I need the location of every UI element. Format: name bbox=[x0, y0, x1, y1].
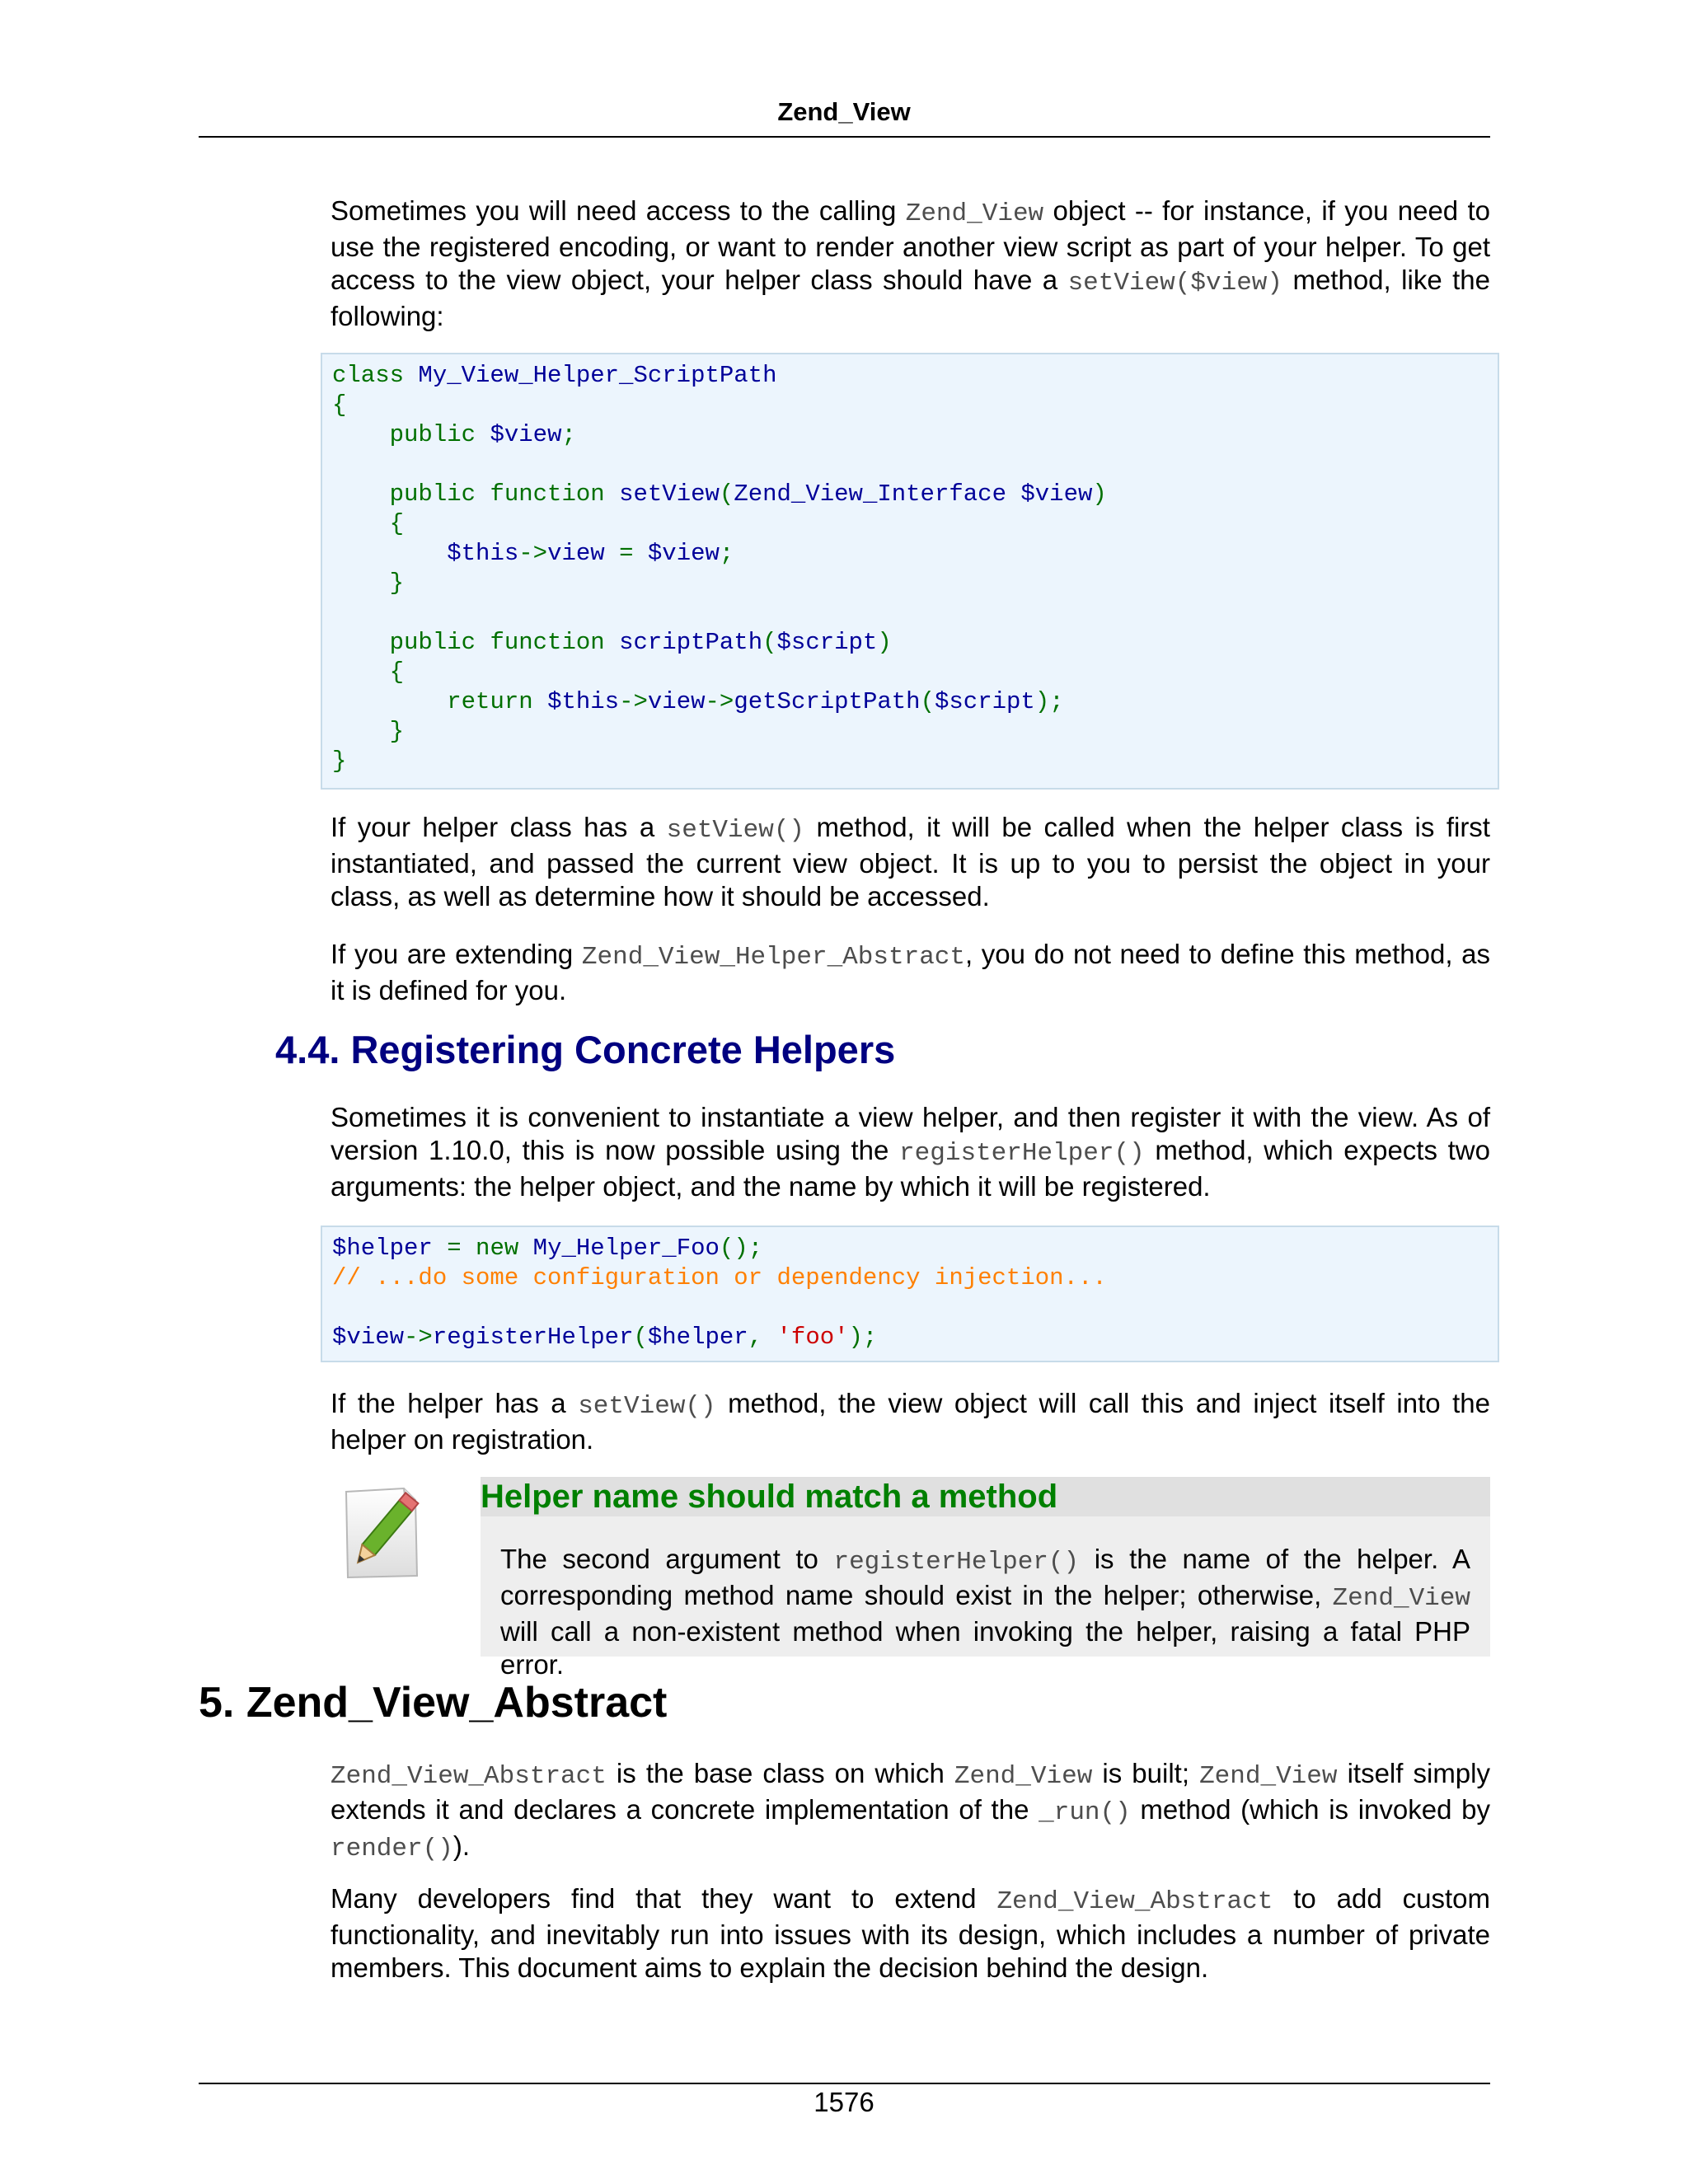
abstract-paragraph: Zend_View_Abstract is the base class on which Zend_View is built; Zend_View itself simply extends it and declares a concrete implementation of the _run() method (which is invoked by render()). bbox=[331, 1758, 1490, 1863]
inline-code: registerHelper() bbox=[899, 1139, 1145, 1168]
inline-code: _run() bbox=[1039, 1798, 1131, 1827]
design-paragraph: Many developers find that they want to extend Zend_View_Abstract to add custom functionality, and inevitably run into issues with its design, which includes a number of private members. This document aims to explain the decision behind the design. bbox=[331, 1883, 1491, 1983]
helper-setview-paragraph: If the helper has a setView() method, the view object will call this and inject itself into the helper on registration. bbox=[331, 1388, 1490, 1455]
inline-code: render() bbox=[331, 1835, 453, 1863]
header-rule bbox=[199, 136, 1490, 138]
code-block-script-path-helper: class My_View_Helper_ScriptPath { public $view; public function setView(Zend_View_Interface $view) { $this->view = $view; } public function scriptPath($script) { return $this->view->getScriptPath($script); } } bbox=[321, 353, 1499, 790]
note-text: The second argument to registerHelper() is the name of the helper. A corresponding method name should exist in the helper; otherwise, Zend_View will call a non-existent method when invoking the helper, raising a fatal PHP error. bbox=[500, 1544, 1470, 1680]
note-pencil-icon bbox=[336, 1483, 427, 1582]
inline-code: Zend_View bbox=[1199, 1762, 1338, 1791]
inline-code: setView($view) bbox=[1067, 269, 1283, 298]
inline-code: Zend_View bbox=[1332, 1584, 1470, 1613]
inline-code: setView() bbox=[666, 816, 805, 845]
section-heading-5: 5. Zend_View_Abstract bbox=[199, 1679, 668, 1727]
inline-code: registerHelper() bbox=[833, 1548, 1080, 1577]
inline-code: Zend_View bbox=[954, 1762, 1093, 1791]
footer-rule bbox=[199, 2083, 1490, 2084]
register-paragraph: Sometimes it is convenient to instantiate a view helper, and then register it with the view. As of version 1.10.0, this is now possible using the registerHelper() method, which expects two arguments: the helper object, and the name by which it will be registered. bbox=[331, 1102, 1490, 1202]
extending-paragraph: If you are extending Zend_View_Helper_Abstract, you do not need to define this method, as it is defined for you. bbox=[331, 939, 1491, 1005]
running-header: Zend_View bbox=[777, 97, 911, 126]
code-block-register-helper: $helper = new My_Helper_Foo(); // ...do some configuration or dependency injection... $view->registerHelper($helper, 'foo'); bbox=[321, 1226, 1499, 1362]
section-heading-4-4: 4.4. Registering Concrete Helpers bbox=[275, 1028, 896, 1071]
intro-paragraph: Sometimes you will need access to the calling Zend_View object -- for instance, if you need to use the registered encoding, or want to render another view script as part of your helper. To get access to the view object, your helper class should have a setView($view) method, like the following: bbox=[331, 195, 1490, 331]
note-title: Helper name should match a method bbox=[481, 1479, 1058, 1515]
inline-code: Zend_View bbox=[905, 199, 1044, 228]
inline-code: Zend_View_Helper_Abstract bbox=[581, 943, 965, 972]
inline-code: Zend_View_Abstract bbox=[996, 1887, 1273, 1916]
page-number: 1576 bbox=[814, 2087, 874, 2117]
inline-code: Zend_View_Abstract bbox=[331, 1762, 607, 1791]
inline-code: setView() bbox=[578, 1392, 716, 1421]
setview-paragraph: If your helper class has a setView() method, it will be called when the helper class is first instantiated, and passed the current view object. It is up to you to persist the object in your class, as well as determine how it should be accessed. bbox=[331, 812, 1490, 912]
